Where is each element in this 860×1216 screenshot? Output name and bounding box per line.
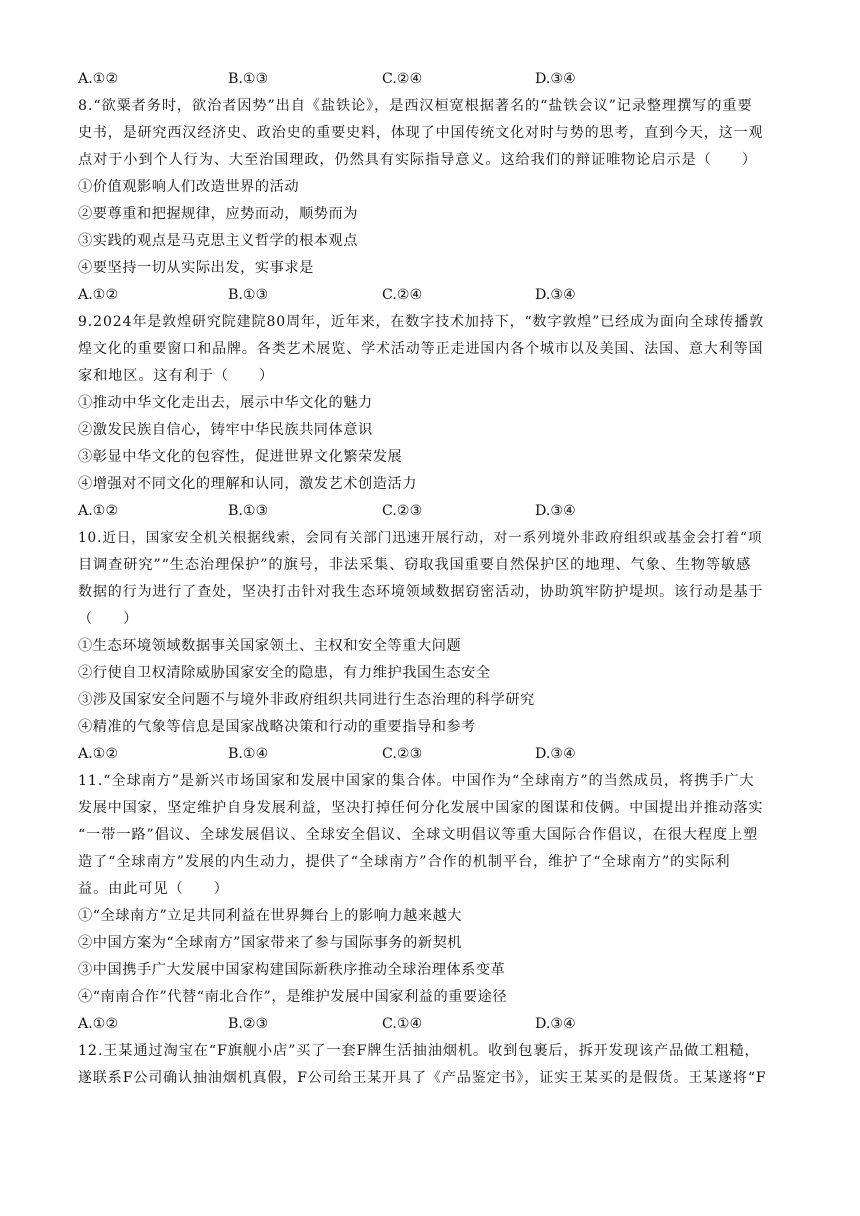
q8-option-a[interactable]: A.①② bbox=[78, 287, 119, 303]
q10-option-d[interactable]: D.③④ bbox=[535, 746, 576, 762]
q10-stem-line: 目调查研究”“生态治理保护”的旗号，非法采集、窃取我国重要自然保护区的地理、气象、生物等敏感 bbox=[78, 557, 752, 573]
q11-stem-line: 益。由此可见（ ） bbox=[78, 881, 229, 897]
q9-option-d[interactable]: D.③④ bbox=[535, 503, 576, 519]
q10-stem-line: 10.近日，国家安全机关根据线索，会同有关部门迅速开展行动，对一系列境外非政府组织或基金会打着“项 bbox=[78, 530, 763, 546]
q11-statement-4: ④“南南合作”代替“南北合作”，是维护发展中国家利益的重要途径 bbox=[78, 989, 508, 1005]
q9-option-a[interactable]: A.①② bbox=[78, 503, 119, 519]
q10-option-a[interactable]: A.①② bbox=[78, 746, 119, 762]
q10-statement-1: ①生态环境领域数据事关国家领土、主权和安全等重大问题 bbox=[78, 638, 462, 654]
q9-stem-line: 9.2024年是敦煌研究院建院80周年，近年来，在数字技术加持下，“数字敦煌”已经成为面向全球传播敦 bbox=[78, 314, 765, 330]
q11-options bbox=[78, 1014, 778, 1034]
q10-statement-4: ④精准的气象等信息是国家战略决策和行动的重要指导和参考 bbox=[78, 719, 476, 735]
q9-stem-line: 煌文化的重要窗口和品牌。各类艺术展览、学术活动等正走进国内各个城市以及美国、法国、意大利等国 bbox=[78, 341, 764, 357]
q9-option-c[interactable]: C.②③ bbox=[382, 503, 423, 519]
q11-stem-line: 发展中国家，坚定维护自身发展利益，坚决打掉任何分化发展中国家的图谋和伎俩。中国提出并推动落实 bbox=[78, 800, 764, 816]
q10-option-b[interactable]: B.①④ bbox=[228, 746, 269, 762]
q12-stem-line: 遂联系F公司确认抽油烟机真假，F公司给王某开具了《产品鉴定书》，证实王某买的是假货。王某遂将“F bbox=[78, 1070, 767, 1086]
q10-option-c[interactable]: C.②③ bbox=[382, 746, 423, 762]
q11-stem-line: 造了“全球南方”发展的内生动力，提供了“全球南方”合作的机制平台，维护了“全球南方”的实际利 bbox=[78, 854, 731, 870]
q9-statement-4: ④增强对不同文化的理解和认同，激发艺术创造活力 bbox=[78, 476, 417, 492]
q8-stem-line: 8.“欲粟者务时，欲治者因势”出自《盐铁论》，是西汉桓宽根据著名的“盐铁会议”记录整理撰写的重要 bbox=[78, 98, 753, 114]
q11-option-a[interactable]: A.①② bbox=[78, 1016, 119, 1032]
q7-option-b[interactable]: B.①③ bbox=[228, 71, 269, 87]
q11-option-b[interactable]: B.②③ bbox=[228, 1016, 269, 1032]
q11-option-d[interactable]: D.③④ bbox=[535, 1016, 576, 1032]
q10-stem-line: （ ） bbox=[78, 611, 139, 627]
q8-statement-3: ③实践的观点是马克思主义哲学的根本观点 bbox=[78, 233, 359, 249]
q9-statement-3: ③彰显中华文化的包容性，促进世界文化繁荣发展 bbox=[78, 449, 403, 465]
q7-option-d[interactable]: D.③④ bbox=[535, 71, 576, 87]
q9-statement-1: ①推动中华文化走出去，展示中华文化的魅力 bbox=[78, 395, 373, 411]
q10-options bbox=[78, 744, 778, 764]
q8-statement-4: ④要坚持一切从实际出发，实事求是 bbox=[78, 260, 314, 276]
q10-statement-3: ③涉及国家安全问题不与境外非政府组织共同进行生态治理的科学研究 bbox=[78, 692, 535, 708]
q11-statement-2: ②中国方案为“全球南方”国家带来了参与国际事务的新契机 bbox=[78, 935, 463, 951]
q7-option-a[interactable]: A.①② bbox=[78, 71, 119, 87]
q7-options bbox=[78, 69, 778, 89]
q11-option-c[interactable]: C.①④ bbox=[382, 1016, 423, 1032]
q9-statement-2: ②激发民族自信心，铸牢中华民族共同体意识 bbox=[78, 422, 373, 438]
q11-statement-3: ③中国携手广大发展中国家构建国际新秩序推动全球治理体系变革 bbox=[78, 962, 506, 978]
q11-statement-1: ①“全球南方”立足共同利益在世界舞台上的影响力越来越大 bbox=[78, 908, 463, 924]
q8-option-b[interactable]: B.①③ bbox=[228, 287, 269, 303]
q8-stem-line: 点对于小到个人行为、大至治国理政，仍然具有实际指导意义。这给我们的辩证唯物论启示是（ ） bbox=[78, 152, 757, 168]
q8-option-c[interactable]: C.②④ bbox=[382, 287, 423, 303]
q9-option-b[interactable]: B.①③ bbox=[228, 503, 269, 519]
q7-option-c[interactable]: C.②④ bbox=[382, 71, 423, 87]
q11-stem-line: 11.“全球南方”是新兴市场国家和发展中国家的集合体。中国作为“全球南方”的当然成员，将携手广大 bbox=[78, 773, 755, 789]
q8-options bbox=[78, 285, 778, 305]
q8-statement-2: ②要尊重和把握规律，应势而动，顺势而为 bbox=[78, 206, 359, 222]
q10-stem-line: 数据的行为进行了查处，坚决打击针对我生态环境领域数据窃密活动，协助筑牢防护堤坝。该行动是基于 bbox=[78, 584, 764, 600]
q11-stem-line: “一带一路”倡议、全球发展倡议、全球安全倡议、全球文明倡议等重大国际合作倡议，在很大程度上塑 bbox=[78, 827, 759, 843]
q8-option-d[interactable]: D.③④ bbox=[535, 287, 576, 303]
q10-statement-2: ②行使自卫权清除威胁国家安全的隐患，有力维护我国生态安全 bbox=[78, 665, 491, 681]
q9-stem-line: 家和地区。这有利于（ ） bbox=[78, 368, 275, 384]
q8-stem-line: 史书，是研究西汉经济史、政治史的重要史料，体现了中国传统文化对时与势的思考，直到今天，这一观 bbox=[78, 125, 764, 141]
q12-stem-line: 12.王某通过淘宝在“F旗舰小店”买了一套F牌生活抽油烟机。收到包裹后，拆开发现该产品做工粗糙， bbox=[78, 1043, 760, 1059]
q8-statement-1: ①价值观影响人们改造世界的活动 bbox=[78, 179, 300, 195]
q9-options bbox=[78, 501, 778, 521]
